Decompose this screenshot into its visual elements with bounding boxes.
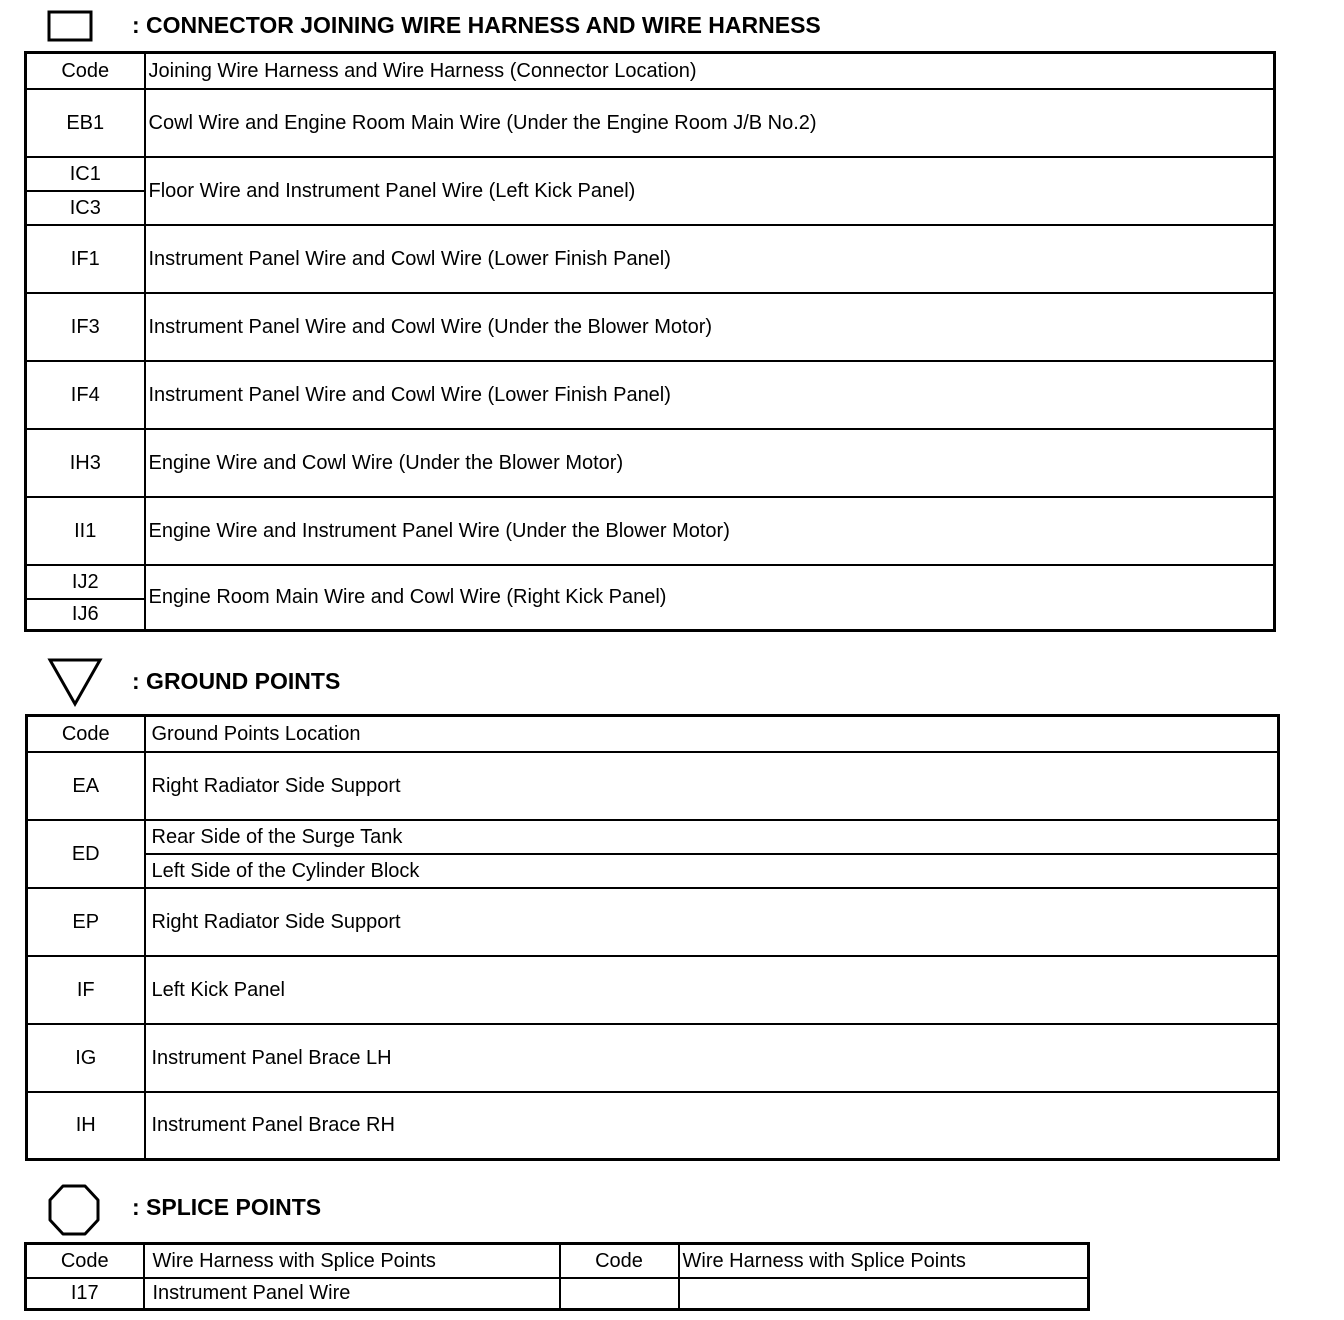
row-desc: Engine Wire and Cowl Wire (Under the Blower Motor) xyxy=(145,429,1275,497)
table-row xyxy=(26,429,1275,497)
ground-section-title: : GROUND POINTS xyxy=(132,668,341,694)
row-desc: Cowl Wire and Engine Room Main Wire (Under the Engine Room J/B No.2) xyxy=(145,89,1275,157)
row-code: IG xyxy=(27,1024,145,1092)
table-row xyxy=(27,956,1279,1024)
header-desc: Ground Points Location xyxy=(145,716,1279,752)
row-code: IJ6 xyxy=(26,599,145,631)
splice-table xyxy=(24,1242,1090,1311)
table-row xyxy=(26,361,1275,429)
row-desc: Instrument Panel Wire and Cowl Wire (Lower Finish Panel) xyxy=(145,361,1275,429)
header-code: Code xyxy=(26,53,145,89)
table-row xyxy=(26,565,1275,599)
table-header-row xyxy=(26,53,1275,89)
row-code: IF3 xyxy=(26,293,145,361)
connector-section-title: : CONNECTOR JOINING WIRE HARNESS AND WIRE HARNESS xyxy=(132,12,821,38)
row-code: IC1 xyxy=(26,157,145,191)
row-code: EB1 xyxy=(26,89,145,157)
row-desc: Instrument Panel Wire xyxy=(144,1278,560,1310)
square-outline-icon xyxy=(47,10,95,44)
row-desc: Engine Wire and Instrument Panel Wire (Under the Blower Motor) xyxy=(145,497,1275,565)
header-code: Code xyxy=(560,1244,679,1278)
table-header-row xyxy=(26,1244,1089,1278)
row-code: EA xyxy=(27,752,145,820)
row-desc: Instrument Panel Brace LH xyxy=(145,1024,1279,1092)
row-code: IH3 xyxy=(26,429,145,497)
table-row xyxy=(26,1278,1089,1310)
table-row xyxy=(27,752,1279,820)
row-code: IJ2 xyxy=(26,565,145,599)
row-code: IC3 xyxy=(26,191,145,225)
ground-table xyxy=(25,714,1280,1161)
header-code: Code xyxy=(26,1244,144,1278)
row-desc: Instrument Panel Wire and Cowl Wire (Lower Finish Panel) xyxy=(145,225,1275,293)
row-code: IF4 xyxy=(26,361,145,429)
row-desc: Left Kick Panel xyxy=(145,956,1279,1024)
row-desc: Instrument Panel Brace RH xyxy=(145,1092,1279,1160)
row-code: IF xyxy=(27,956,145,1024)
table-row xyxy=(27,820,1279,854)
table-row xyxy=(26,497,1275,565)
row-desc: Engine Room Main Wire and Cowl Wire (Right Kick Panel) xyxy=(145,565,1275,631)
table-row xyxy=(26,89,1275,157)
header-desc: Joining Wire Harness and Wire Harness (Connector Location) xyxy=(145,53,1275,89)
header-code: Code xyxy=(27,716,145,752)
row-desc: Rear Side of the Surge Tank xyxy=(145,820,1279,854)
table-row xyxy=(26,293,1275,361)
table-row xyxy=(27,888,1279,956)
connector-table xyxy=(24,51,1276,632)
table-row xyxy=(27,1024,1279,1092)
row-code: II1 xyxy=(26,497,145,565)
row-code: ED xyxy=(27,820,145,888)
table-row xyxy=(27,1092,1279,1160)
table-row xyxy=(27,854,1279,888)
row-desc: Instrument Panel Wire and Cowl Wire (Under the Blower Motor) xyxy=(145,293,1275,361)
header-desc: Wire Harness with Splice Points xyxy=(144,1244,560,1278)
row-desc: Right Radiator Side Support xyxy=(145,888,1279,956)
triangle-down-icon xyxy=(46,656,104,708)
row-code xyxy=(560,1278,679,1310)
row-code: IF1 xyxy=(26,225,145,293)
row-code: I17 xyxy=(26,1278,144,1310)
header-desc: Wire Harness with Splice Points xyxy=(679,1244,1089,1278)
octagon-icon xyxy=(46,1183,102,1237)
row-code: IH xyxy=(27,1092,145,1160)
table-header-row xyxy=(27,716,1279,752)
row-code: EP xyxy=(27,888,145,956)
splice-section-title: : SPLICE POINTS xyxy=(132,1194,322,1220)
row-desc: Left Side of the Cylinder Block xyxy=(145,854,1279,888)
row-desc: Right Radiator Side Support xyxy=(145,752,1279,820)
row-desc: Floor Wire and Instrument Panel Wire (Left Kick Panel) xyxy=(145,157,1275,225)
table-row xyxy=(26,157,1275,191)
table-row xyxy=(26,225,1275,293)
row-desc xyxy=(679,1278,1089,1310)
